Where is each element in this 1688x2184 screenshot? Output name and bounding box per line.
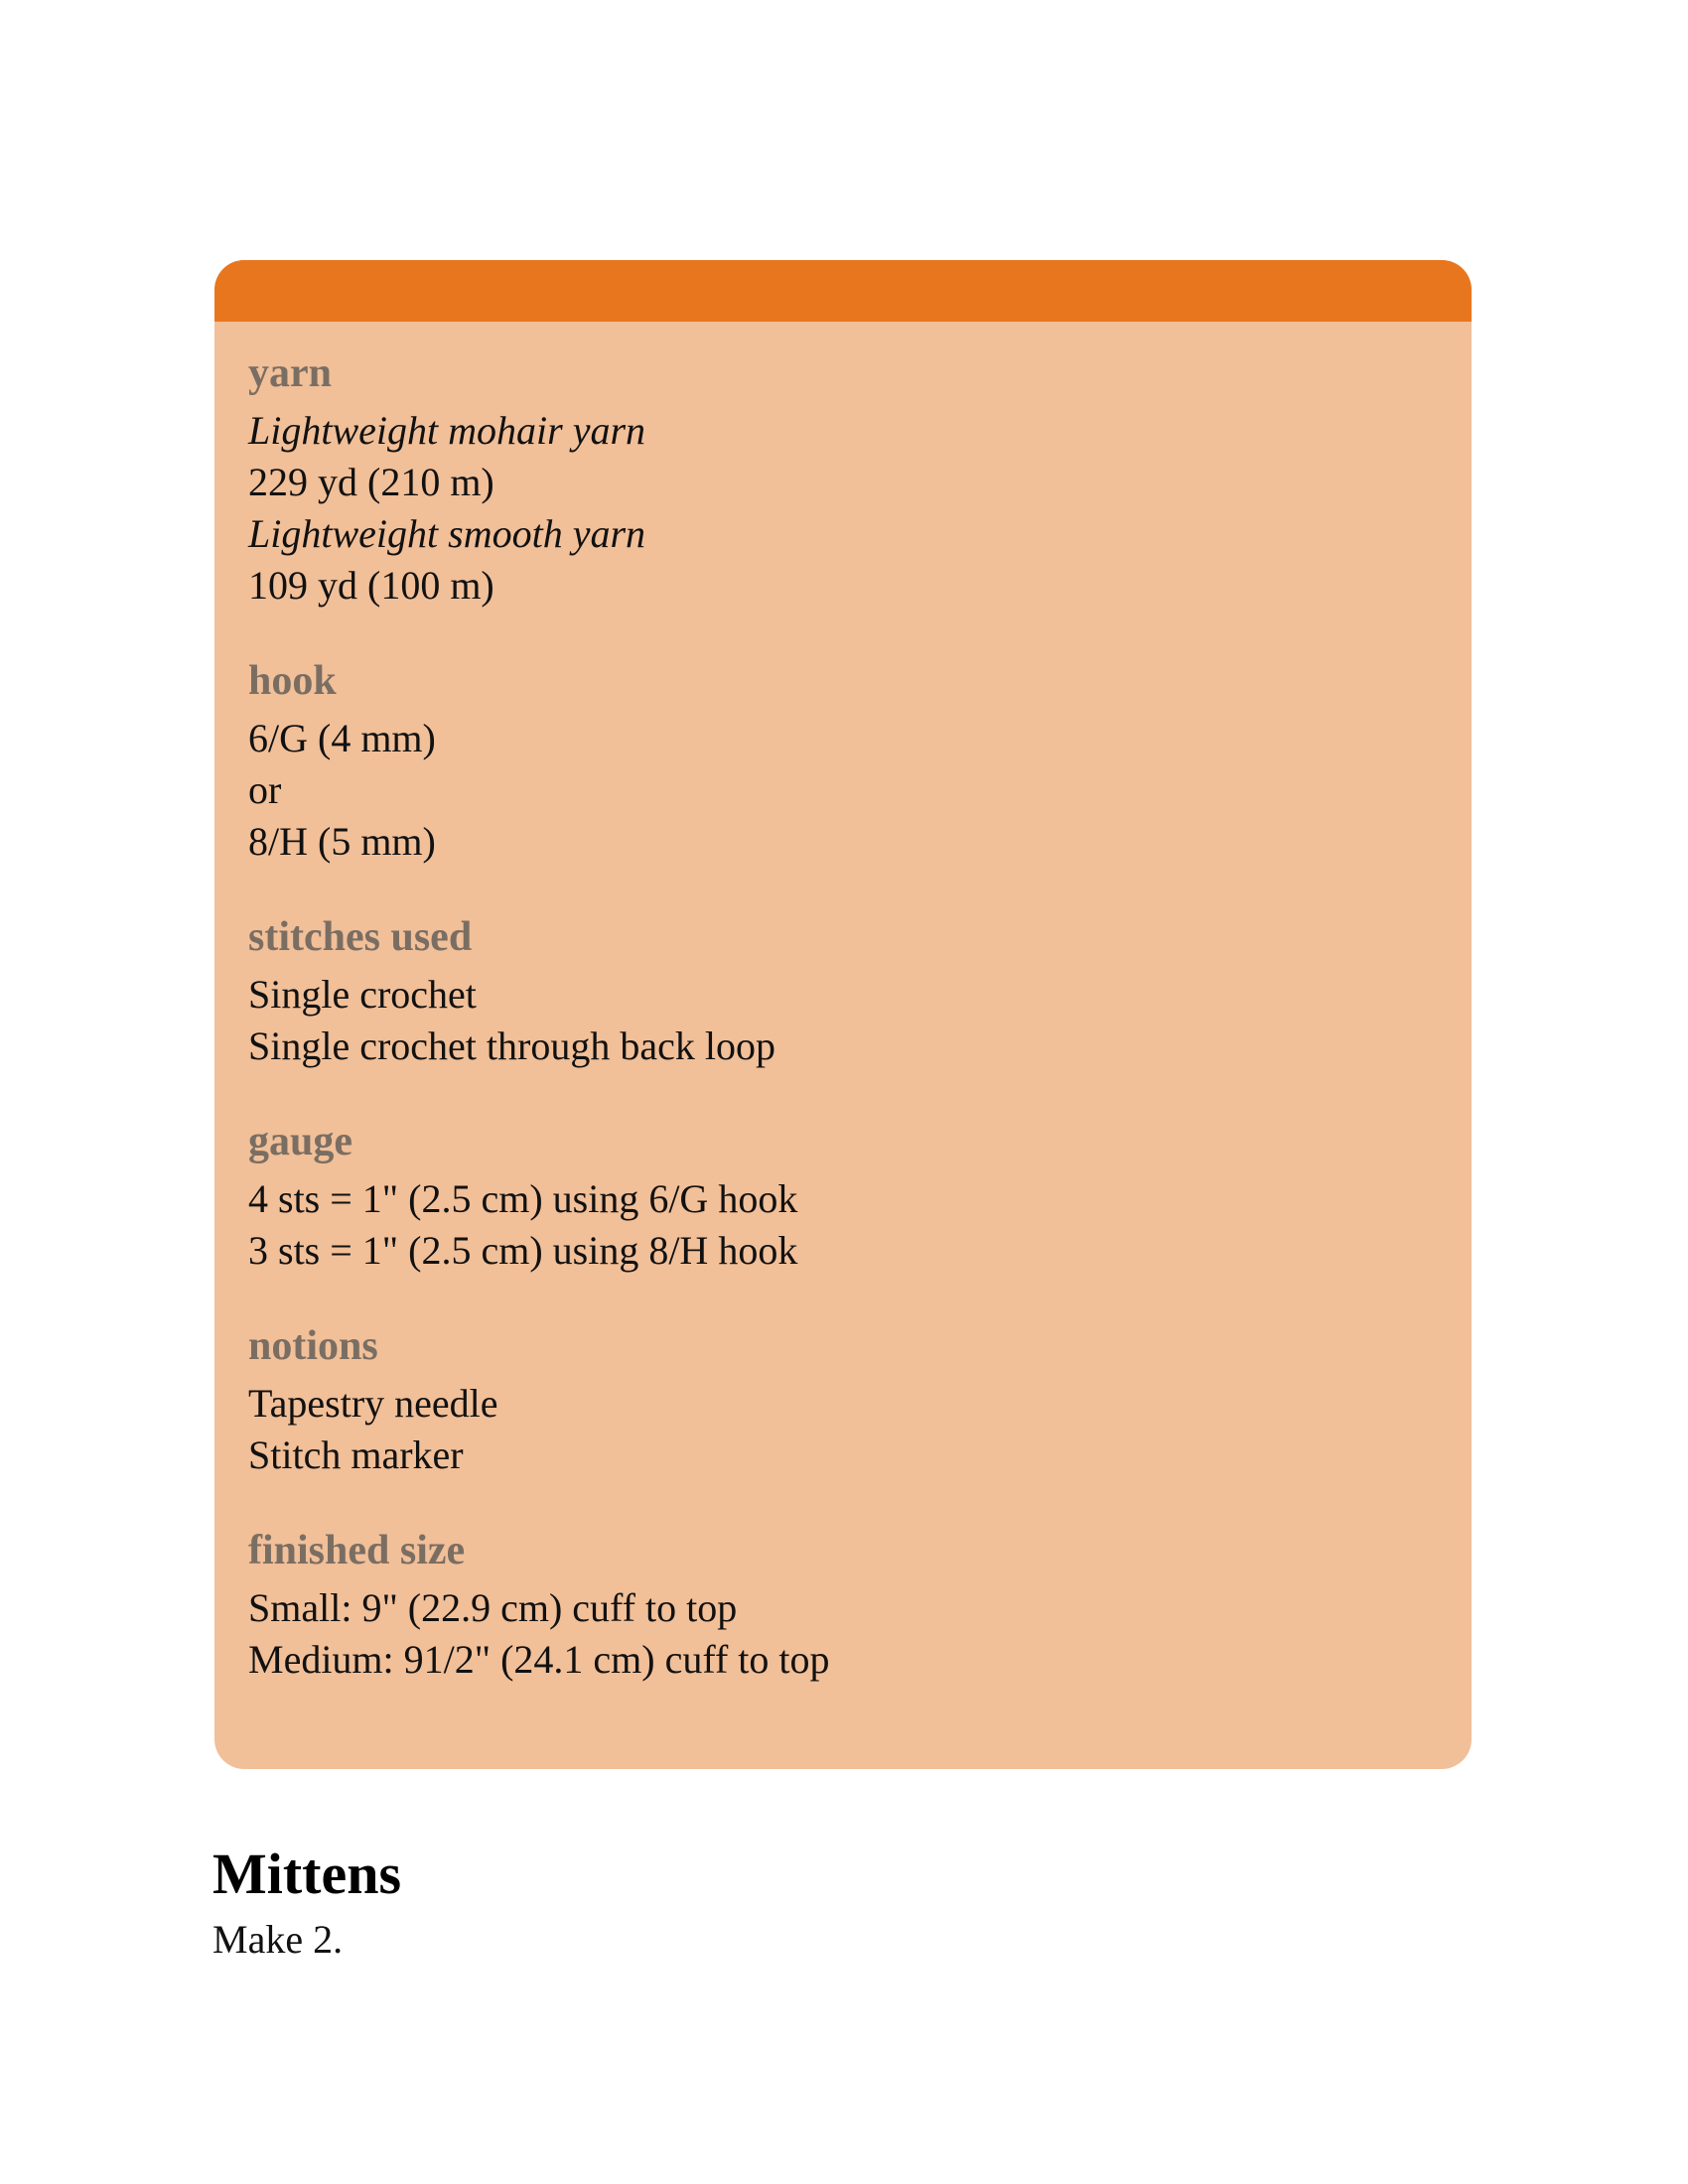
section-heading-gauge: gauge xyxy=(248,1119,352,1164)
section-line: 4 sts = 1" (2.5 cm) using 6/G hook xyxy=(248,1176,798,1221)
section-hook xyxy=(248,651,1472,868)
section-yarn xyxy=(248,343,1472,612)
section-stitches-used xyxy=(248,907,1472,1072)
section-finished-size xyxy=(248,1521,1472,1686)
pattern-title-block xyxy=(212,1837,401,1968)
section-gauge xyxy=(248,1112,1472,1277)
section-line: Stitch marker xyxy=(248,1433,464,1477)
card-header-bar xyxy=(214,260,1472,322)
section-line: Single crochet through back loop xyxy=(248,1024,775,1068)
section-heading-stitches-used: stitches used xyxy=(248,914,473,960)
section-heading-hook: hook xyxy=(248,658,337,704)
section-line: Medium: 91/2" (24.1 cm) cuff to top xyxy=(248,1637,830,1682)
section-line: Tapestry needle xyxy=(248,1381,498,1426)
materials-card xyxy=(214,260,1472,1769)
section-line: Lightweight mohair yarn xyxy=(248,408,646,453)
section-line: 3 sts = 1" (2.5 cm) using 8/H hook xyxy=(248,1228,798,1273)
page-subtitle: Make 2. xyxy=(212,1917,344,1962)
section-heading-notions: notions xyxy=(248,1323,378,1369)
section-line: Small: 9" (22.9 cm) cuff to top xyxy=(248,1585,738,1630)
section-line: 6/G (4 mm) xyxy=(248,716,436,760)
section-line: or xyxy=(248,767,282,812)
page-title: Mittens xyxy=(212,1842,402,1906)
section-line: 8/H (5 mm) xyxy=(248,819,436,864)
section-heading-finished-size: finished size xyxy=(248,1528,466,1573)
section-line: 229 yd (210 m) xyxy=(248,460,494,504)
section-line: Single crochet xyxy=(248,972,477,1017)
section-line: Lightweight smooth yarn xyxy=(248,511,646,556)
card-body xyxy=(214,322,1472,1686)
section-heading-yarn: yarn xyxy=(248,350,332,396)
section-line: 109 yd (100 m) xyxy=(248,563,494,608)
section-notions xyxy=(248,1316,1472,1481)
